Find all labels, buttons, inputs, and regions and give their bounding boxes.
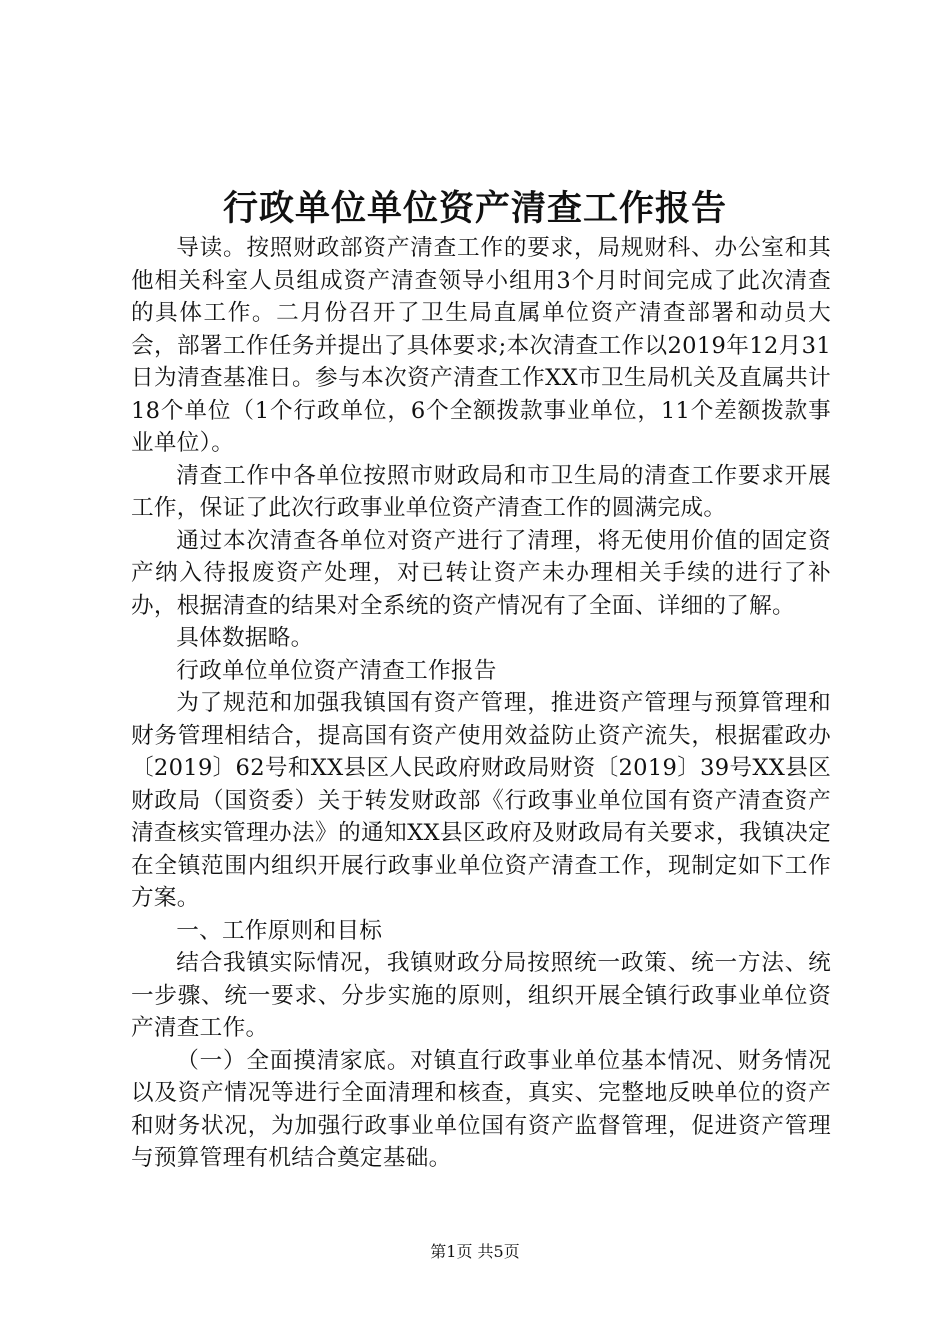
paragraph-purpose: 为了规范和加强我镇国有资产管理，推进资产管理与预算管理和财务管理相结合，提高国有资产使用效益防止资产流失，根据霍政办〔2019〕62号和XX县区人民政府财政局财资〔2019〕39号XX县区财政局（国资委）关于转发财政部《行政事业单位国有资产清查资产清查核实管理办法》的通知XX县区政府及财政局有关要求，我镇决定在全镇范围内组织开展行政事业单位资产清查工作，现制定如下工作方案。 — [131, 690, 831, 911]
document-body — [131, 232, 831, 1175]
paragraph-intro: 导读。按照财政部资产清查工作的要求，局规财科、办公室和其他相关科室人员组成资产清查领导小组用3个月时间完成了此次清查的具体工作。二月份召开了卫生局直属单位资产清查部署和动员大会，部署工作任务并提出了具体要求;本次清查工作以2019年12月31日为清查基准日。参与本次资产清查工作XX市卫生局机关及直属共计18个单位（1个行政单位，6个全额拨款事业单位，11个差额拨款事业单位）。 — [131, 235, 831, 456]
paragraph-principles: 结合我镇实际情况，我镇财政分局按照统一政策、统一方法、统一步骤、统一要求、分步实施的原则，组织开展全镇行政事业单位资产清查工作。 — [131, 950, 831, 1041]
paragraph-subtitle: 行政单位单位资产清查工作报告 — [176, 657, 497, 684]
page-footer: 第1页 共5页 — [430, 1242, 520, 1261]
document-title: 行政单位单位资产清查工作报告 — [222, 188, 727, 229]
paragraph-results: 通过本次清查各单位对资产进行了清理，将无使用价值的固定资产纳入待报废资产处理，对已转让资产未办理相关手续的进行了补办，根据清查的结果对全系统的资产情况有了全面、详细的了解。 — [131, 527, 831, 619]
section-heading-principles: 一、工作原则和目标 — [176, 917, 383, 944]
paragraph-requirements: 清查工作中各单位按照市财政局和市卫生局的清查工作要求开展工作，保证了此次行政事业单位资产清查工作的圆满完成。 — [131, 462, 831, 521]
paragraph-data-omitted: 具体数据略。 — [176, 625, 314, 651]
paragraph-item-one: （一）全面摸清家底。对镇直行政事业单位基本情况、财务情况以及资产情况等进行全面清理和核查，真实、完整地反映单位的资产和财务状况，为加强行政事业单位国有资产监督管理，促进资产管理与预算管理有机结合奠定基础。 — [131, 1047, 831, 1171]
